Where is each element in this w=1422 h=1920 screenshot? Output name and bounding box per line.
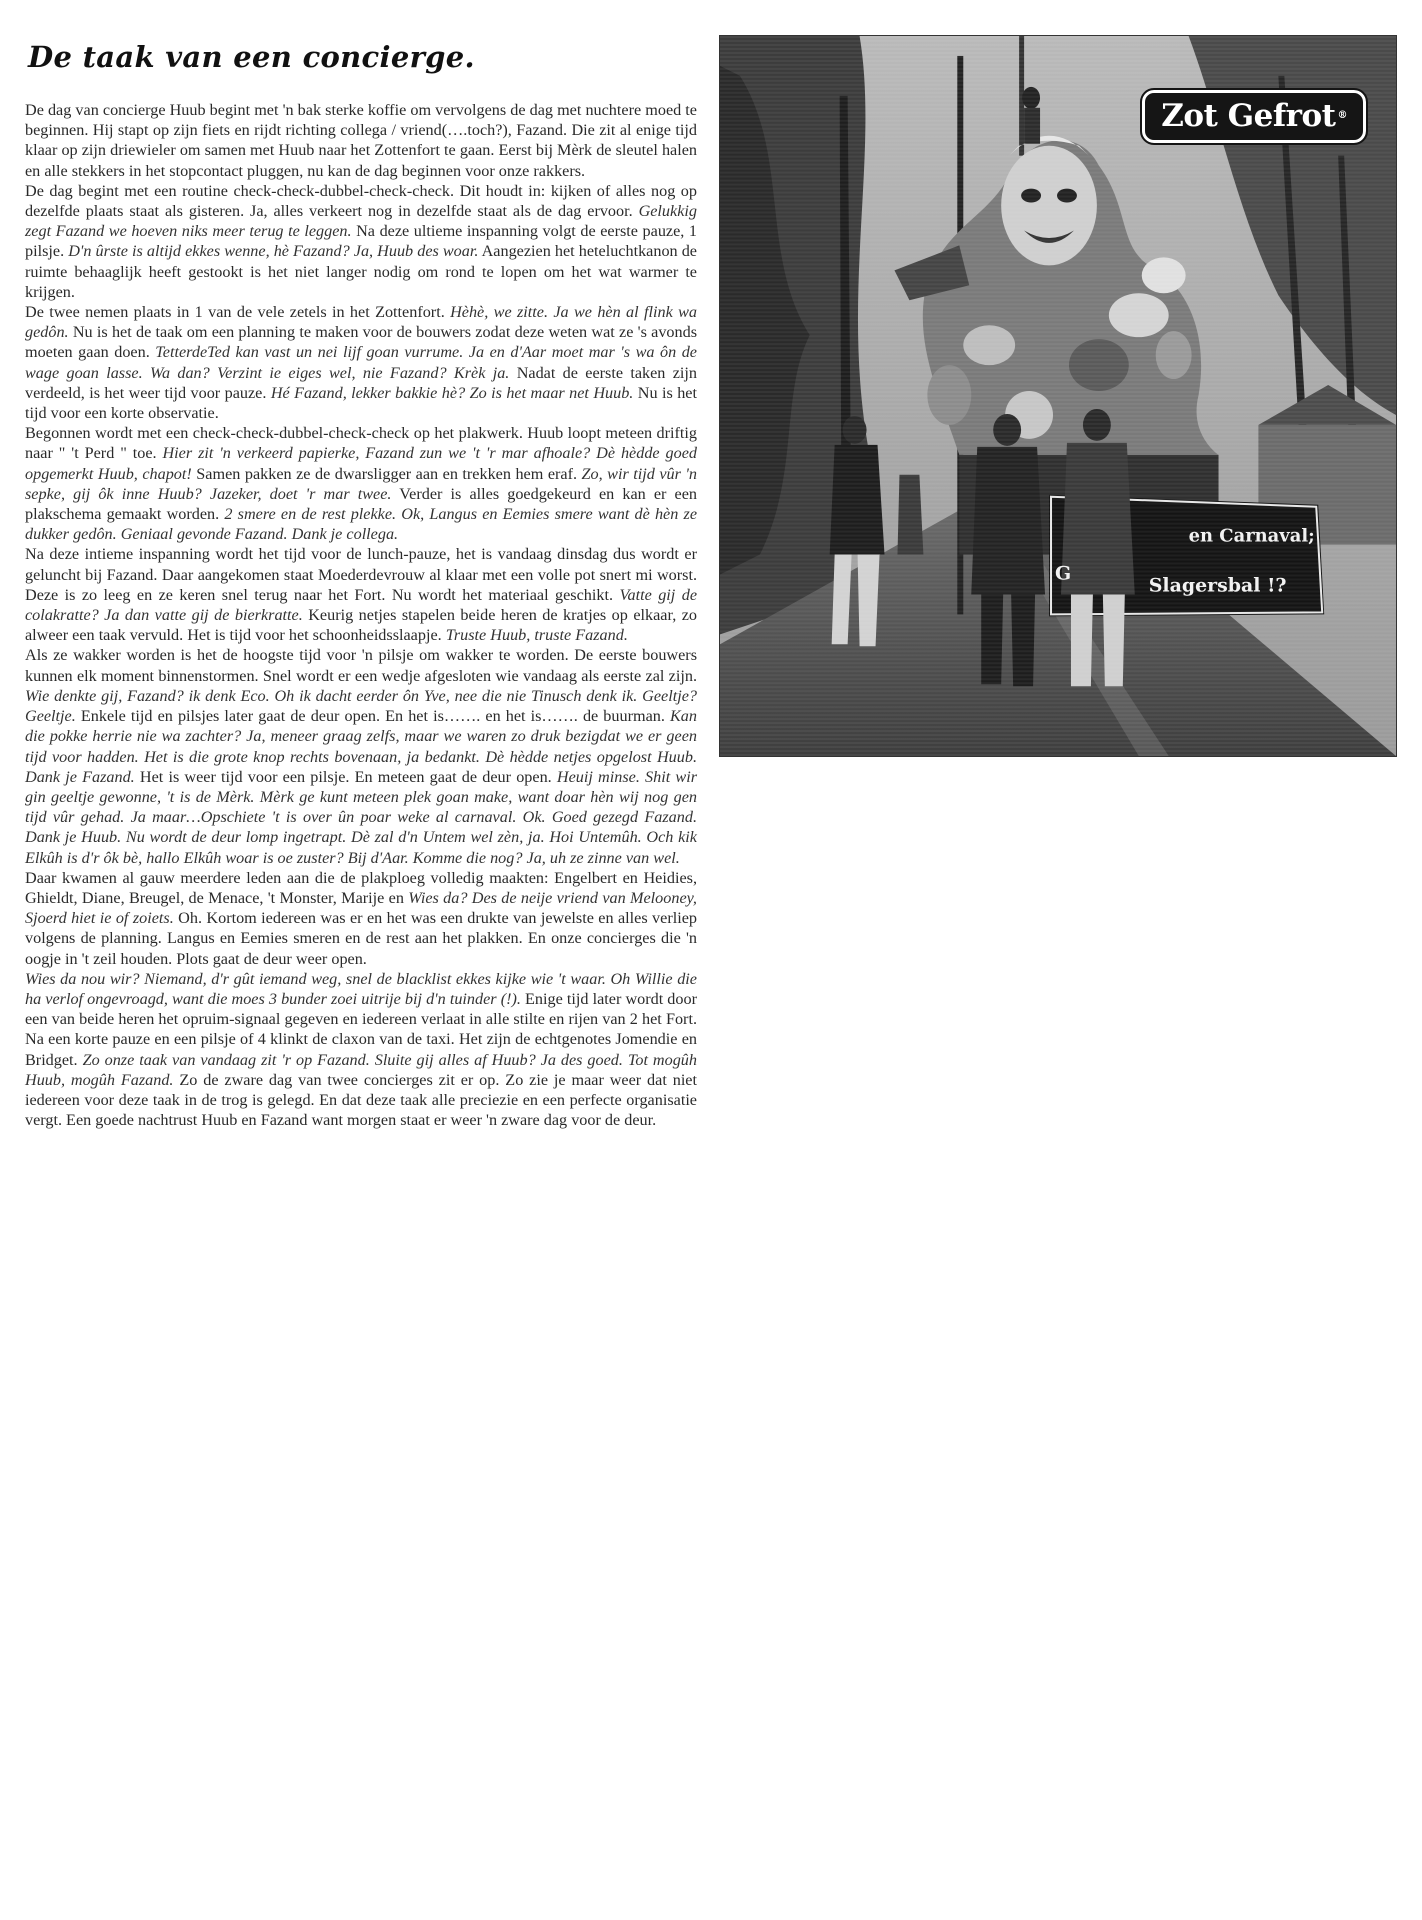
dialogue-text: TetterdeTed kan vast un nei lijf goan vurrume. Ja en d'Aar moet mar 's wa ôn de wage goan lasse. Wa dan? Verzint ie eiges wel, nie Fazand? Krèk ja. [25, 343, 697, 382]
article-paragraph [25, 969, 697, 1131]
narrative-text: De dag van concierge Huub begint met 'n bak sterke koffie om vervolgens de dag met nuchtere moed te beginnen. Hij stapt op zijn fiets en rijdt richting collega / vriend(….toch?), Fazand. Die zit al enige tijd klaar op zijn driewieler om samen met Huub naar het Zottenfort te gaan. Eerst bij Mèrk de sleutel halen en alle stekkers in het stopcontact pluggen, nu kan de dag beginnen voor onze rakkers. [25, 101, 697, 180]
dialogue-text: Gelukkig zegt Fazand we hoeven niks meer terug te leggen. [25, 202, 697, 241]
carnival-float-photo [719, 35, 1397, 757]
narrative-text: Begonnen wordt met een check-check-dubbel-check-check op het plakwerk. Huub loopt meteen driftig naar " 't Perd " toe. [25, 424, 697, 463]
article-body [25, 100, 697, 1130]
photo-image [720, 36, 1396, 756]
narrative-text: Het is weer tijd voor een pilsje. En meteen gaat de deur open. [134, 767, 557, 786]
article-paragraph [25, 181, 697, 302]
dialogue-text: Zo, wir tijd vûr 'n sepke, gij ôk inne Huub? Jazeker, doet 'r mar twee. [25, 464, 697, 503]
article-paragraph [25, 868, 697, 969]
narrative-text: Nu is het de taak om een planning te maken voor de bouwers zodat deze weten wat ze 's avonds moeten gaan doen. [25, 323, 697, 362]
narrative-text: Zo de zware dag van twee concierges zit er op. Zo zie je maar weer dat niet iedereen voor deze taak in de trog is gelegd. En dat deze taak alle preciezie en een perfecte organisatie vergt. Een goede nachtrust Huub en Fazand want morgen staat er weer 'n zware dag voor de deur. [25, 1070, 697, 1130]
narrative-text: Daar kwamen al gauw meerdere leden aan die de plakploeg volledig maakten: Engelbert en Heidies, Ghieldt, Diane, Breugel, de Menace, 't Monster, Marije en [25, 868, 697, 907]
narrative-text: Verder is alles goedgekeurd en kan er een plakschema gemaakt worden. [25, 484, 698, 524]
dialogue-text: Truste Huub, truste Fazand. [445, 626, 628, 645]
dialogue-text: Vatte gij de colakratte? Ja dan vatte gij de bierkratte. [25, 585, 697, 625]
narrative-text: Samen pakken ze de dwarsligger aan en trekken hem eraf. [191, 464, 582, 483]
article-paragraph [25, 302, 697, 423]
narrative-text: De dag begint met een routine check-check-dubbel-check-check. Dit houdt in: kijken of alles nog op dezelfde plaats staat als gisteren. Ja, alles verkeert nog in dezelfde staat als de dag ervoor. [25, 181, 697, 221]
dialogue-text: Hèhè, we zitte. Ja we hèn al flink wa gedôn. [25, 303, 697, 342]
banner-text-2: Slagersbal !? [1148, 574, 1287, 597]
narrative-text: Aangezien het heteluchtkanon de ruimte behaaglijk heeft gestookt is het niet langer nodig om rond te lopen om het wat warmer te krijgen. [25, 242, 697, 301]
logo-text: Zot Gefrot [1161, 98, 1336, 134]
article-paragraph [25, 100, 697, 181]
dialogue-text: D'n ûrste is altijd ekkes wenne, hè Fazand? Ja, Huub des woar. [68, 242, 479, 261]
zot-gefrot-logo [1142, 90, 1366, 143]
registered-mark: ® [1337, 110, 1347, 121]
article-paragraph [25, 544, 697, 645]
dialogue-text: Zo onze taak van vandaag zit 'r op Fazand. Sluite gij alles af Huub? Ja des goed. Tot mogûh Huub, mogûh Fazand. [25, 1050, 697, 1089]
dialogue-text: Wies da? Des de neije vriend van Melooney, Sjoerd hiet ie of zoiets. [25, 888, 697, 928]
banner-text-1: en Carnaval; [1188, 525, 1315, 547]
article-paragraph [25, 645, 697, 867]
dialogue-text: Wie denkte gij, Fazand? ik denk Eco. Oh ik dacht eerder ôn Yve, nee die nie Tinusch denk ik. Geeltje? Geeltje. [25, 686, 697, 726]
dialogue-text: Hé Fazand, lekker bakkie hè? Zo is het maar net Huub. [270, 383, 634, 402]
dialogue-text: 2 smere en de rest plekke. Ok, Langus en Eemies smere want dè hèn ze dukker gedôn. Geniaal gevonde Fazand. Dank je collega. [25, 505, 698, 544]
article-title: De taak van een concierge. [28, 40, 475, 74]
narrative-text: Enkele tijd en pilsjes later gaat de deur open. En het is……. en het is……. de buurman. [75, 707, 670, 726]
dialogue-text: Hier zit 'n verkeerd papierke, Fazand zun we 't 'r mar afhoale? Dè hèdde goed opgemerkt Huub, chapot! [25, 444, 697, 483]
narrative-text: Na deze intieme inspanning wordt het tijd voor de lunch-pauze, het is vandaag dinsdag dus wordt er geluncht bij Fazand. Daar aangekomen staat Moederdevrouw al klaar met een volle pot snert mi worst. Deze is zo leeg en ze keren snel terug naar het Fort. Nu wordt het materiaal geschikt. [25, 545, 697, 604]
narrative-text: Keurig netjes stapelen beide heren de kratjes op elkaar, zo alweer een taak vervuld. Het is tijd voor het schoonheidsslaapje. [25, 606, 697, 645]
narrative-text: De twee nemen plaats in 1 van de vele zetels in het Zottenfort. [25, 303, 451, 322]
narrative-text: Enige tijd later wordt door een van beide heren het opruim-signaal gegeven en iedereen verlaat in alle stilte en rijen van 2 het Fort. Na een korte pauze en een pilsje of 4 klinkt de claxon van de taxi. Het zijn de echtgenotes Jomendie en Bridget. [25, 989, 697, 1069]
narrative-text: Nu is het tijd voor een korte observatie. [25, 383, 697, 423]
banner-text-left: G [1055, 562, 1072, 585]
narrative-text: Nadat de eerste taken zijn verdeeld, is het weer tijd voor pauze. [25, 363, 698, 402]
article-paragraph [25, 423, 697, 544]
dialogue-text: Kan die pokke herrie nie wa zachter? Ja, meneer graag zelfs, maar we waren zo druk bezigdat we er geen tijd voor hadden. Het is die grote knop rechts bovenaan, ja bedankt. Dè hèdde netjes opgelost Huub. Dank je Fazand. [25, 707, 697, 786]
narrative-text: Als ze wakker worden is het de hoogste tijd voor 'n pilsje om wakker te worden. De eerste bouwers kunnen elk moment binnenstormen. Snel wordt er een wedje afgesloten wie vandaag als eerste zal zijn. [25, 646, 697, 685]
narrative-text: Na deze ultieme inspanning volgt de eerste pauze, 1 pilsje. [25, 222, 698, 261]
narrative-text: Oh. Kortom iedereen was er en het was een drukte van jewelste en alles verliep volgens de planning. Langus en Eemies smeren en de rest aan het plakken. En onze concierges die 'n oogje in 't zeil houden. Plots gaat de deur weer open. [25, 909, 697, 968]
dialogue-text: Wies da nou wir? Niemand, d'r gût iemand weg, snel de blacklist ekkes kijke wie 't waar. Oh Willie die ha verlof ongevroagd, want die moes 3 bunder zoei uitrije bij d'n tuinder (!). [25, 969, 697, 1008]
dialogue-text: Heuij minse. Shit wir gin geeltje gewonne, 't is de Mèrk. Mèrk ge kunt meteen plek goan make, want doar hèn wij nog gen tijd vûr gehad. Ja maar…Opschiete 't is over ûn poar weke al carnaval. Ok. Goed gezegd Fazand. Dank je Huub. Nu wordt de deur lomp ingetrapt. Dè zal d'n Untem wel zèn, ja. Hoi Untemûh. Och kik Elkûh is d'r ôk bè, hallo Elkûh woar is oe zuster? Bij d'Aar. Komme die nog? Ja, uh ze zinne van wel. [25, 767, 697, 867]
